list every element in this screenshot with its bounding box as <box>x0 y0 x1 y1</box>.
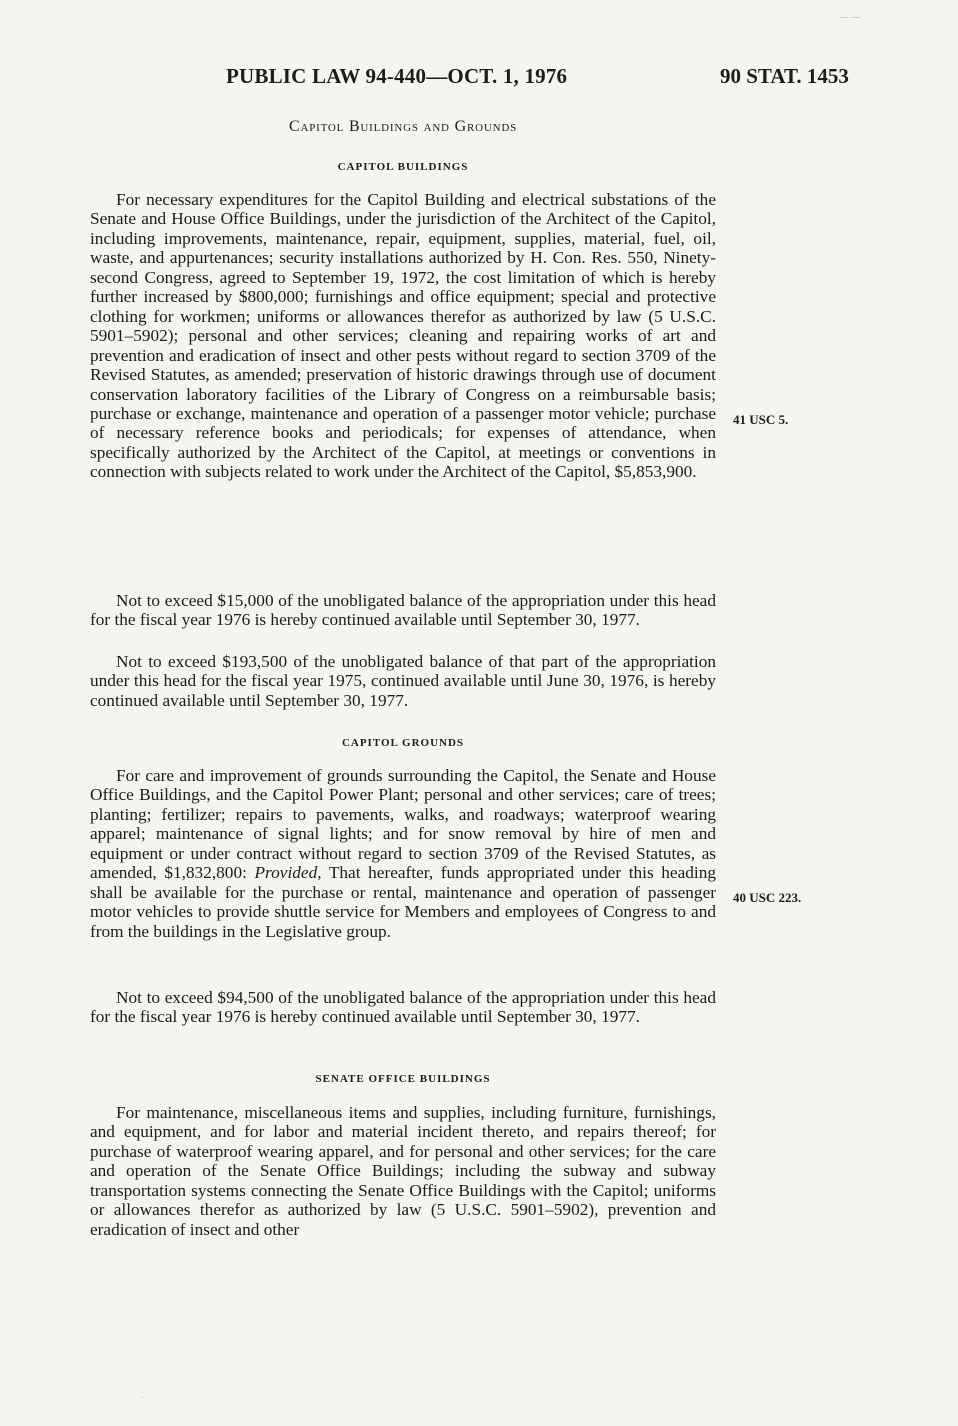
capitol-grounds-paragraph-2: Not to exceed $94,500 of the unobligated balance of the appropriation under this head for the fiscal year 1976 is hereby continued available until September 30, 1977. <box>90 988 716 1027</box>
grounds-text-b: , That hereafter, funds appropriated under this heading shall be available for the purchase or rental, maintenance and operation of passenger motor vehicles to provide shuttle service for Members and employees of Congress to and from the buildings in the Legislative group. <box>90 863 716 941</box>
proviso-italic: Provided <box>254 863 318 883</box>
scan-mark-top-right: ─ ─ <box>840 10 861 24</box>
heading-senate-office-buildings: SENATE OFFICE BUILDINGS <box>315 1073 491 1085</box>
page-header <box>0 64 958 94</box>
capitol-buildings-paragraph-3: Not to exceed $193,500 of the unobligated balance of that part of the appropriation under this head for the fiscal year 1975, continued available until June 30, 1976, is hereby continued available until September 30, 1977. <box>90 652 716 710</box>
capitol-buildings-paragraph-2: Not to exceed $15,000 of the unobligated balance of the appropriation under this head for the fiscal year 1976 is hereby continued available until September 30, 1977. <box>90 591 716 630</box>
section-title: Capitol Buildings and Grounds <box>288 118 517 135</box>
page-title: PUBLIC LAW 94-440—OCT. 1, 1976 <box>226 64 568 88</box>
heading-capitol-grounds: CAPITOL GROUNDS <box>341 737 465 749</box>
heading-capitol-buildings: CAPITOL BUILDINGS <box>337 161 469 173</box>
margin-note-40-usc-223: 40 USC 223. <box>733 890 802 905</box>
statute-citation: 90 STAT. 1453 <box>720 64 849 88</box>
senate-office-buildings-paragraph: For maintenance, miscellaneous items and supplies, including furniture, furnishings, and equipment, and for labor and material incident thereto, and repairs thereof; for purchase of waterproof wearing apparel, and for personal and other services; for the care and operation of the Senate Office Buildings; including the subway and subway transportation systems connecting the Senate Office Buildings with the Capitol; uniforms or allowances therefor as authorized by law (5 U.S.C. 5901–5902), prevention and eradication of insect and other <box>90 1103 716 1239</box>
margin-note-41-usc-5: 41 USC 5. <box>733 412 789 427</box>
capitol-grounds-paragraph-1 <box>90 766 716 941</box>
capitol-buildings-paragraph-1: For necessary expenditures for the Capitol Building and electrical substations of the Senate and House Office Buildings, under the jurisdiction of the Architect of the Capitol, including improvements, maintenance, repair, equipment, supplies, material, fuel, oil, waste, and appurtenances; security installations authorized by H. Con. Res. 550, Ninety-second Congress, agreed to September 19, 1972, the cost limitation of which is hereby further increased by $800,000; furnishings and office equipment; special and protective clothing for workmen; uniforms or allowances therefor as authorized by law (5 U.S.C. 5901–5902); personal and other services; cleaning and repairing works of art and prevention and eradication of insect and other pests without regard to section 3709 of the Revised Statutes, as amended; preservation of historic drawings through use of document conservation laboratory facilities of the Library of Congress on a reimbursable basis; purchase or exchange, maintenance and operation of a passenger motor vehicle; purchase of necessary reference books and periodicals; for expenses of attendance, when specifically authorized by the Architect of the Capitol, at meetings or conventions in connection with subjects related to work under the Architect of the Capitol, $5,853,900. <box>90 190 716 482</box>
scan-mark-bottom-left: · <box>140 1390 144 1404</box>
grounds-text-a: For care and improvement of grounds surrounding the Capitol, the Senate and House Office Buildings, and the Capitol Power Plant; personal and other services; care of trees; planting; fertilizer; repairs to pavements, walks, and roadways; waterproof wearing apparel; maintenance of signal lights; and for snow removal by hire of men and equipment or under contract without regard to section 3709 of the Revised Statutes, as amended, $1,832,800: <box>90 766 716 883</box>
